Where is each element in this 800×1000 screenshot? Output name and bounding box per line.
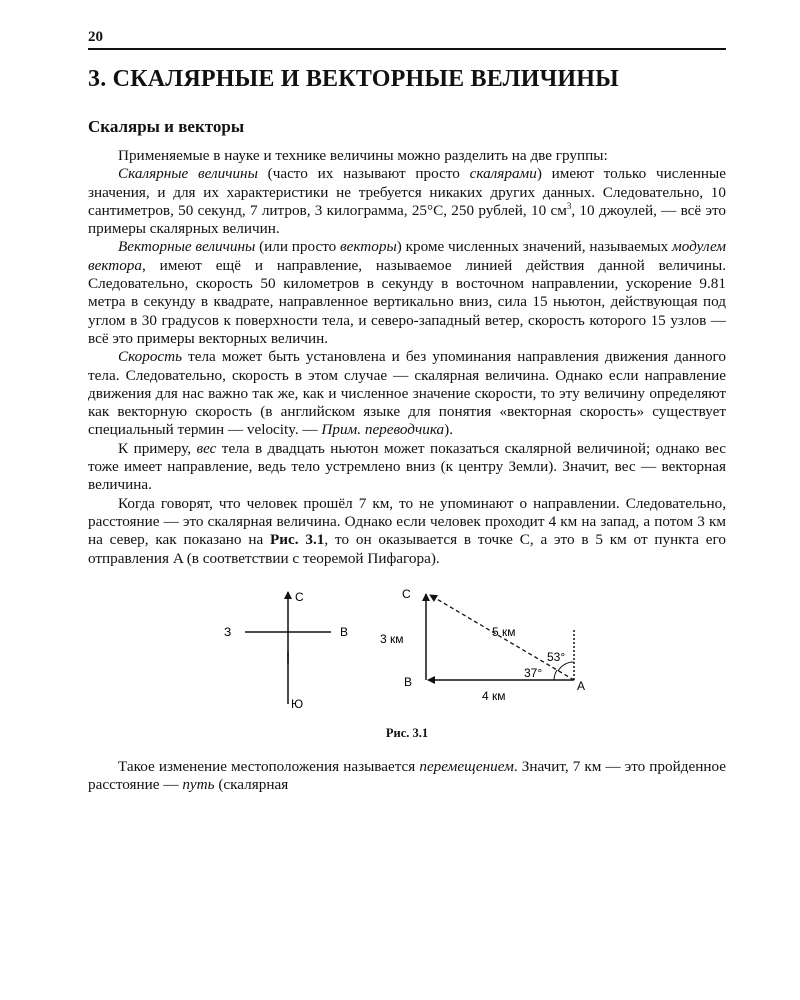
paragraph-5: К примеру, вес тела в двадцать ньютон может показаться скалярной величиной; однако вес тоже имеет направление, ведь тело устремлено вниз (к центру Земли). Значит, вес — векторная величина.	[88, 439, 726, 494]
label-3km: 3 км	[380, 631, 404, 646]
figure-3-1	[88, 582, 726, 722]
figure-caption: Рис. 3.1	[385, 725, 429, 740]
chapter-title: 3. СКАЛЯРНЫЕ И ВЕКТОРНЫЕ ВЕЛИЧИНЫ	[88, 66, 619, 92]
paragraph-2: Скалярные величины (часто их называют просто скалярами) имеют только численные значения, и для их характеристики не требуется никаких других данных. Следовательно, 10 сантиметров, 50 секунд, 7 литров, 3 килограмма, 25°C, 250 рублей, 10 $см^3$, 10 джоулей, — всё это примеры скалярных величин.	[88, 165, 726, 238]
paragraph-6: Когда говорят, что человек прошёл 7 км, то не упоминают о направлении. Следовательно, расстояние — это скалярная величина. Однако если человек проходит 4 км на запад, а потом 3 км на север, как показано на Рис. 3.1, то он оказывается в точке C, а это в 5 км от пункта его отправления A (в соответствии с теоремой Пифагора).	[88, 494, 726, 567]
point-a-label: A	[577, 678, 586, 693]
label-5km: 5 км	[492, 624, 516, 639]
point-b-label: B	[404, 674, 413, 689]
paragraph-3: Векторные величины (или просто векторы) кроме численных значений, называемых модулем вектора, имеют ещё и направление, называемое линией действия данной величины. Следовательно, скорость 50 километров в секунду в восточном направлении, ускорение 9.81 метра в секунду в квадрате, направленное вертикально вниз, сила 15 ньютон, действующая под углом в 30 градусов к поверхности тела, и северо-западный ветер, скорость которого 15 узлов — всё это примеры векторных величин.	[88, 238, 727, 347]
compass-north-label: С	[295, 589, 304, 604]
label-4km: 4 км	[482, 688, 506, 703]
compass-east-label: В	[340, 624, 349, 639]
page-header	[88, 24, 726, 50]
angle-37-arc	[554, 670, 557, 680]
paragraph-7: Такое изменение местоположения называется перемещением. Значит, 7 км — это пройденное расстояние — путь (скалярная	[88, 757, 726, 794]
body-text-continued	[88, 758, 726, 795]
section-title: Скаляры и векторы	[88, 117, 245, 136]
figure-diagram	[88, 582, 726, 722]
angle-37-label: 37°	[524, 665, 543, 680]
body-text	[88, 147, 726, 568]
page	[88, 24, 726, 794]
point-c-label: C	[402, 586, 411, 601]
displacement-triangle	[380, 587, 585, 703]
compass-south-label: Ю	[291, 696, 304, 711]
page-number: 20	[88, 29, 103, 45]
compass-rose	[224, 590, 348, 711]
compass-west-label: З	[224, 624, 232, 639]
paragraph-4: Скорость тела может быть установлена и без упоминания направления движения данного тела. Следовательно, скорость в этом случае — скалярная величина. Однако если направление движения для нас важно так же, как и численное значение скорости, то эту величину определяют как векторную скорость (в английском языке для понятия «векторная скорость» существует специальный термин — velocity. — Прим. переводчика).	[88, 348, 726, 439]
angle-53-label: 53°	[547, 649, 566, 664]
paragraph-1: Применяемые в науке и технике величины можно разделить на две группы:	[118, 147, 608, 164]
